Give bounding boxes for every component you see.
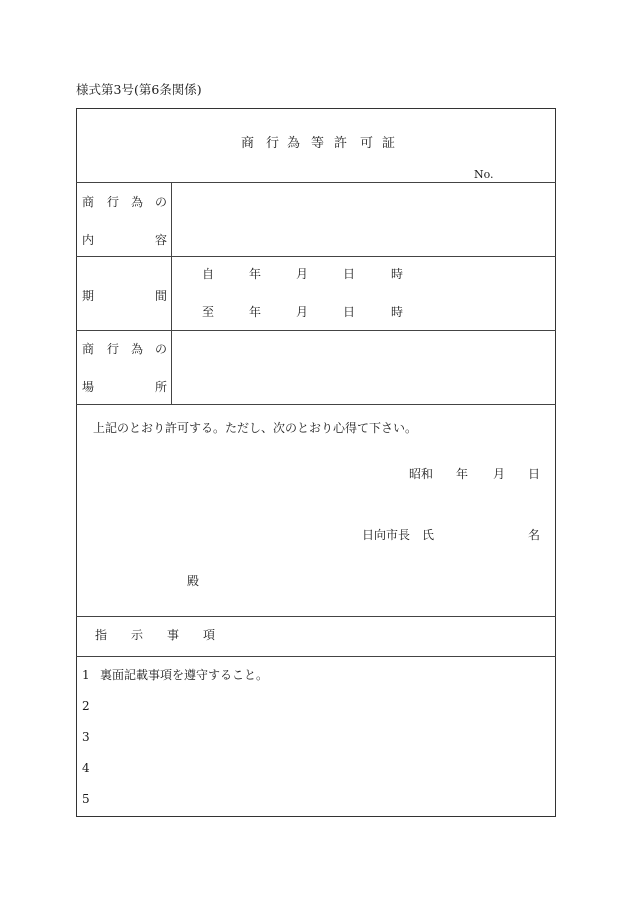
instructions-header-char: 示 bbox=[131, 628, 144, 642]
period-from-char: 自 bbox=[202, 267, 215, 281]
date-month: 月 bbox=[493, 467, 506, 481]
content-label-char: 商 bbox=[82, 195, 95, 209]
place-label-char: 行 bbox=[107, 342, 120, 356]
instructions-header-char: 事 bbox=[167, 628, 180, 642]
instructions-header-char: 項 bbox=[203, 628, 216, 642]
content-label-char: の bbox=[155, 195, 168, 209]
period-from-char: 時 bbox=[391, 267, 404, 281]
place-label-char: 場 bbox=[82, 380, 95, 394]
divider-instructions-header bbox=[76, 656, 556, 657]
title-char: 為 bbox=[287, 136, 301, 151]
number-label: No. bbox=[474, 168, 494, 181]
divider-place bbox=[76, 404, 556, 405]
period-to-char: 年 bbox=[249, 305, 262, 319]
instruction-number: 5 bbox=[82, 792, 90, 806]
title-char: 可 bbox=[360, 136, 374, 151]
period-to-char: 月 bbox=[296, 305, 309, 319]
instruction-number: 1 bbox=[82, 668, 90, 682]
content-label-char: 為 bbox=[131, 195, 144, 209]
instruction-number: 4 bbox=[82, 761, 90, 775]
place-label-char: の bbox=[155, 342, 168, 356]
period-to-char: 至 bbox=[202, 305, 215, 319]
content-label-char: 内 bbox=[82, 233, 95, 247]
permit-statement: 上記のとおり許可する。ただし、次のとおり心得て下さい。 bbox=[93, 421, 418, 435]
date-day: 日 bbox=[528, 467, 541, 481]
content-label-char: 容 bbox=[155, 233, 168, 247]
title-char: 等 bbox=[311, 136, 325, 151]
place-label-char: 商 bbox=[82, 342, 95, 356]
place-label-char: 所 bbox=[155, 380, 168, 394]
period-from-char: 日 bbox=[343, 267, 356, 281]
date-year: 年 bbox=[456, 467, 469, 481]
period-label-char: 期 bbox=[82, 289, 95, 303]
divider-title bbox=[76, 182, 556, 183]
period-to-char: 時 bbox=[391, 305, 404, 319]
issuer-title: 日向市長 氏 bbox=[362, 528, 435, 542]
title-char: 行 bbox=[266, 136, 280, 151]
divider-content bbox=[76, 256, 556, 257]
form-number: 様式第3号(第6条関係) bbox=[76, 82, 202, 97]
divider-period bbox=[76, 330, 556, 331]
title-char: 証 bbox=[382, 136, 396, 151]
instruction-number: 3 bbox=[82, 730, 90, 744]
period-label-char: 間 bbox=[155, 289, 168, 303]
instructions-header-char: 指 bbox=[95, 628, 108, 642]
instruction-text: 裏面記載事項を遵守すること。 bbox=[100, 668, 269, 682]
period-from-char: 月 bbox=[296, 267, 309, 281]
place-label-char: 為 bbox=[131, 342, 144, 356]
divider-permit bbox=[76, 616, 556, 617]
title-char: 商 bbox=[241, 136, 255, 151]
date-era: 昭和 bbox=[409, 467, 434, 481]
period-from-char: 年 bbox=[249, 267, 262, 281]
label-column-divider bbox=[171, 182, 172, 404]
permit-form-frame bbox=[76, 108, 556, 817]
period-to-char: 日 bbox=[343, 305, 356, 319]
instruction-number: 2 bbox=[82, 699, 90, 713]
addressee-honorific: 殿 bbox=[187, 574, 200, 588]
title-char: 許 bbox=[334, 136, 348, 151]
content-label-char: 行 bbox=[107, 195, 120, 209]
issuer-name-label: 名 bbox=[528, 528, 541, 542]
